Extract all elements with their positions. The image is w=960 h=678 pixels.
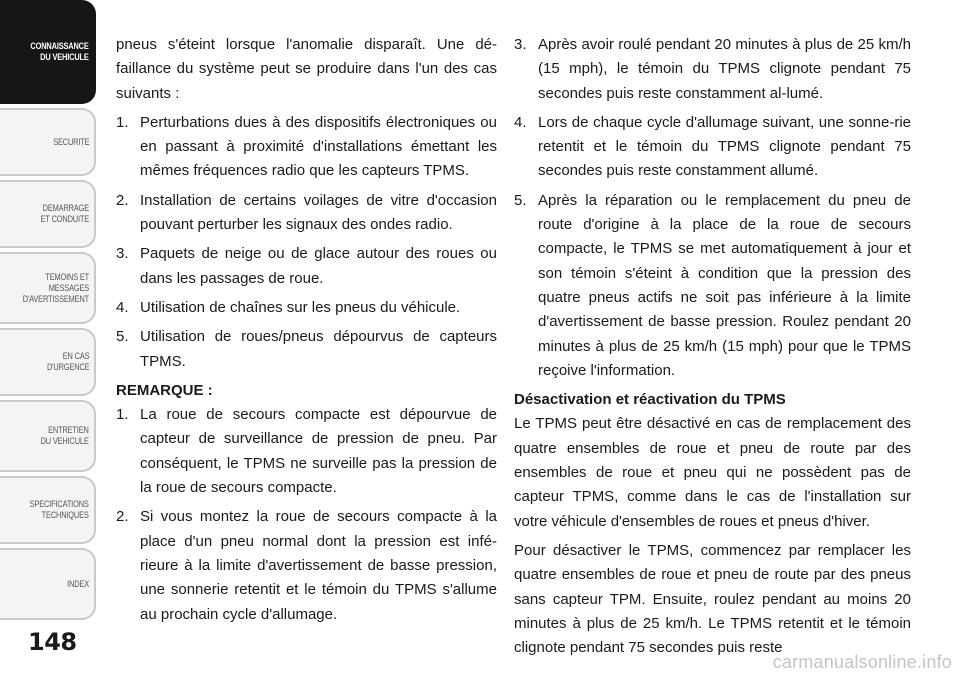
tab-label: ENTRETIEN DU VEHICULE — [40, 425, 89, 447]
list-text: Après la réparation ou le remplacement du pneu de route d'origine à la place de la roue de secours compacte, le TPMS se met automatiquement à jour et son témoin s'éteint à condition que la pression des quatre pneus actifs ne soit pas inférieure à la limite d'avertissement de basse pression. Roulez pendant 20 minutes à plus de 25 km/h (15 mph) pour que le TPMS reçoive l'information. — [538, 191, 911, 379]
remark-list — [116, 403, 497, 627]
list-text: Après avoir roulé pendant 20 minutes à plus de 25 km/h (15 mph), le témoin du TPMS clignote pendant 75 secondes puis reste constamment al-lumé. — [538, 36, 911, 102]
list-text: La roue de secours compacte est dépourvue de capteur de surveillance de pression de pneu. Par conséquent, le TPMS ne surveille pas la pression de la roue de secours compacte. — [140, 406, 497, 497]
list-item — [514, 33, 911, 106]
tab-connaissance-du-vehicule[interactable] — [0, 0, 96, 104]
list-text: Installation de certains voilages de vitre d'occasion pouvant perturber les signaux des ondes radio. — [140, 191, 497, 234]
list-number: 1. — [116, 406, 129, 424]
list-text: Utilisation de roues/pneus dépourvus de capteurs TPMS. — [140, 328, 497, 370]
list-text: Perturbations dues à des dispositifs électroniques ou en passant à proximité d'installations émettant les mêmes fréquences radio que les capteurs TPMS. — [140, 113, 497, 180]
tab-label: CONNAISSANCE DU VEHICULE — [30, 41, 89, 63]
list-item — [514, 189, 911, 383]
section-heading: Désactivation et réactivation du TPMS — [514, 391, 786, 409]
tab-label: DEMARRAGE ET CONDUITE — [40, 203, 89, 225]
list-number: 2. — [116, 508, 129, 526]
list-number: 2. — [116, 191, 129, 209]
list-text: Paquets de neige ou de glace autour des roues ou dans les passages de roue. — [140, 245, 497, 287]
paragraph: Le TPMS peut être désactivé en cas de remplacement des quatre ensembles de roue et pneu de route par des ensembles de roue et pneu qui ne possèdent pas de capteur TPMS, comme dans le cas de l'installation sur votre véhicule d'ensembles de roues et pneus d'hiver. — [514, 415, 911, 530]
list-text: Lors de chaque cycle d'allumage suivant, une sonne-rie retentit et le témoin du TPMS clignote pendant 75 secondes puis reste constamment allumé. — [538, 113, 911, 180]
intro-paragraph: pneus s'éteint lorsque l'anomalie disparaît. Une dé-faillance du système peut se produire dans l'un des cas suivants : — [116, 36, 497, 102]
tab-label: SECURITE — [52, 136, 89, 148]
list-item — [116, 403, 497, 500]
list-item — [116, 325, 497, 374]
page-number: 148 — [28, 628, 77, 656]
paragraph: Pour désactiver le TPMS, commencez par remplacer les quatre ensembles de roue et pneu de route par des pneus sans capteur TPM. Ensuite, roulez pendant au moins 20 minutes à plus de 25 km/h. Le TPMS retentit et le témoin clignote pendant 75 secondes puis reste — [514, 541, 911, 657]
list-text: Utilisation de chaînes sur les pneus du véhicule. — [140, 298, 461, 316]
list-number: 3. — [116, 245, 129, 263]
list-item — [116, 296, 497, 320]
list-number: 1. — [116, 113, 129, 131]
chapter-tabs — [0, 0, 98, 678]
list-number: 4. — [514, 113, 527, 131]
remark-title: REMARQUE : — [116, 381, 213, 399]
list-item — [116, 111, 497, 184]
tab-en-cas-d-urgence[interactable] — [0, 328, 96, 396]
right-column — [514, 33, 911, 665]
list-text: Si vous montez la roue de secours compacte à la place d'un pneu normal dont la pression est infé-rieure à la limite d'avertissement de basse pression, une sonnerie retentit et le témoin du TPMS s'allume au prochain cycle d'allumage. — [140, 508, 497, 623]
tab-label: INDEX — [67, 578, 89, 590]
list-number: 4. — [116, 298, 129, 316]
tab-specifications-techniques[interactable] — [0, 476, 96, 544]
list-item — [514, 111, 911, 184]
tab-label: TEMOINS ET MESSAGES D'AVERTISSEMENT — [22, 271, 89, 305]
watermark: carmanualsonline.info — [772, 652, 952, 672]
tab-label: EN CAS D'URGENCE — [46, 351, 89, 373]
list-number: 5. — [116, 328, 129, 346]
list-number: 5. — [514, 191, 527, 209]
continued-list — [514, 33, 911, 383]
list-item — [116, 189, 497, 238]
tab-index[interactable] — [0, 548, 96, 620]
tab-demarrage-et-conduite[interactable] — [0, 180, 96, 248]
left-column — [116, 33, 497, 632]
list-item — [116, 505, 497, 626]
list-number: 3. — [514, 36, 527, 53]
tab-entretien-du-vehicule[interactable] — [0, 400, 96, 472]
list-item — [116, 242, 497, 291]
tab-temoins-et-messages[interactable] — [0, 252, 96, 324]
tab-label: SPECIFICATIONS TECHNIQUES — [29, 499, 89, 521]
tab-securite[interactable] — [0, 108, 96, 176]
failure-causes-list — [116, 111, 497, 374]
